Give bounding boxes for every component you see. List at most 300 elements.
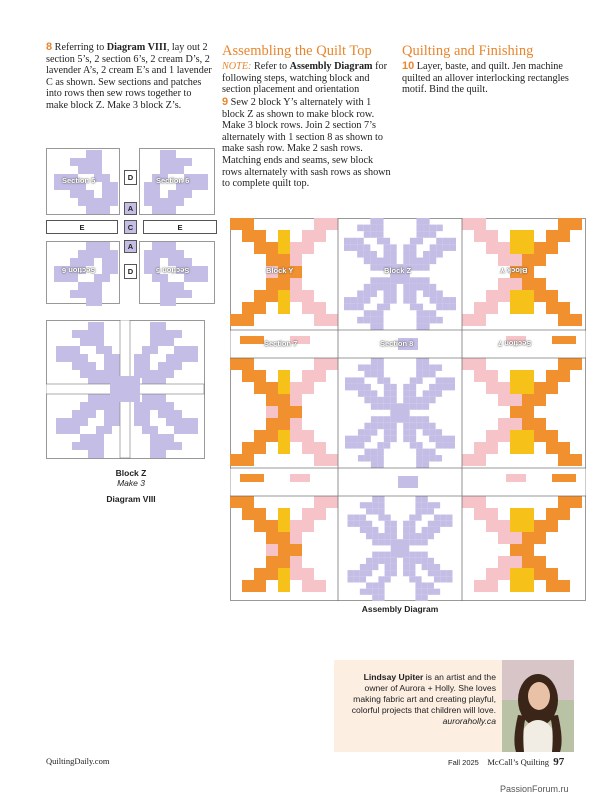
block-z-q4-patch xyxy=(134,410,142,418)
block-z-2-patch xyxy=(391,521,397,527)
section-5-patch xyxy=(94,166,102,174)
block-z-1-patch xyxy=(410,442,416,448)
block-z-1-patch xyxy=(410,377,416,383)
block-y-right-0-patch xyxy=(510,230,522,242)
block-z-q2-patch xyxy=(158,370,166,378)
block-z-1-patch xyxy=(436,364,442,370)
section-6-patch xyxy=(168,198,176,206)
block-z-2-patch xyxy=(378,502,384,508)
block-z-2-patch xyxy=(348,576,354,582)
block-z-q4-patch xyxy=(134,402,142,410)
block-z-2-patch xyxy=(366,589,372,595)
block-y-left-1-patch xyxy=(266,382,278,394)
block-z-2-patch xyxy=(391,533,397,539)
section-5-patch xyxy=(54,182,62,190)
block-y-right-0-patch xyxy=(534,254,546,266)
block-z-q1-patch xyxy=(88,330,96,338)
block-y-right-2-patch xyxy=(486,508,498,520)
block-y-right-1-patch xyxy=(570,358,582,370)
block-y-left-2-patch xyxy=(314,508,326,520)
block-y-left-1-patch xyxy=(278,442,290,454)
block-z-1-patch xyxy=(442,384,448,390)
block-z-q3-patch xyxy=(72,410,80,418)
section-6-patch xyxy=(168,166,176,174)
patch-e-left: E xyxy=(46,220,118,234)
block-z-0-patch xyxy=(436,225,443,232)
block-z-0-patch xyxy=(364,297,371,304)
block-z-q1-patch xyxy=(64,346,72,354)
block-z-0-patch xyxy=(423,231,430,238)
section-6-flipped-patch xyxy=(110,250,118,258)
block-z-0-patch xyxy=(384,251,391,258)
block-z-q3-patch xyxy=(96,394,104,402)
block-z-2-patch xyxy=(434,589,440,595)
block-y-right-0-patch xyxy=(474,314,486,326)
block-z-2-patch xyxy=(415,496,421,502)
block-z-q3-patch xyxy=(88,442,96,450)
magazine-name: McCall’s Quilting xyxy=(487,757,549,767)
block-z-0-patch xyxy=(377,277,384,284)
block-z-0-patch xyxy=(430,251,437,258)
block-z-0-patch xyxy=(377,323,384,330)
block-z-2-patch xyxy=(415,558,421,564)
block-z-2-patch xyxy=(385,558,391,564)
block-y-right-1-patch xyxy=(522,430,534,442)
bio-name: Lindsay Upiter xyxy=(363,672,424,682)
block-z-0-patch xyxy=(344,297,351,304)
block-z-0-patch xyxy=(364,231,371,238)
section-6-patch xyxy=(160,150,168,158)
section-5-label: Section 5 xyxy=(62,176,96,185)
block-y-left-0-patch xyxy=(242,218,254,230)
section-6-patch xyxy=(152,198,160,206)
block-z-caption: Block Z xyxy=(115,468,147,478)
block-y-left-2-patch xyxy=(254,580,266,592)
block-z-q2-patch xyxy=(158,322,166,330)
block-z-q3-patch xyxy=(72,418,80,426)
block-z-2-patch xyxy=(366,508,372,514)
block-z-0-patch xyxy=(436,297,443,304)
block-y-right-1-patch xyxy=(570,454,582,466)
block-y-right-1-patch xyxy=(546,442,558,454)
block-z-1-patch xyxy=(416,403,422,409)
block-z-q3-patch xyxy=(88,394,96,402)
block-z-1-patch xyxy=(371,455,377,461)
block-z-0-patch xyxy=(416,317,423,324)
block-y-right-2-patch xyxy=(522,520,534,532)
block-z-1-patch xyxy=(384,416,390,422)
block-z-q3-patch xyxy=(88,410,96,418)
step-10-text: Layer, baste, and quilt. Jen machine quilted an allover interlocking rectangles motif. Bind the quilt. xyxy=(402,61,569,96)
block-z-2-patch xyxy=(428,570,434,576)
section-5-flipped-patch xyxy=(184,290,192,298)
section-5-patch xyxy=(54,174,62,182)
block-z-1-patch xyxy=(423,416,429,422)
block-z-2-patch xyxy=(434,521,440,527)
block-z-2-patch xyxy=(428,558,434,564)
block-z-0-patch xyxy=(443,297,450,304)
note-label: NOTE: xyxy=(222,61,252,72)
block-z-1-patch xyxy=(364,364,370,370)
block-z-0-patch xyxy=(377,225,384,232)
block-z-q4-patch xyxy=(166,418,174,426)
block-y-right-2-patch xyxy=(558,496,570,508)
block-z-1-patch xyxy=(403,384,409,390)
step-8 xyxy=(46,42,216,112)
block-z-q4-patch xyxy=(166,442,174,450)
block-z-2-patch xyxy=(360,589,366,595)
block-z-0-patch xyxy=(357,304,364,311)
block-z-0-patch xyxy=(351,304,358,311)
block-y-right-0-patch xyxy=(462,314,474,326)
section-5-flipped-patch xyxy=(176,290,184,298)
block-y-left-0-patch xyxy=(266,278,278,290)
block-y-left-1-patch xyxy=(290,430,302,442)
block-z-q1-patch xyxy=(72,330,80,338)
block-y-left-0-patch xyxy=(254,242,266,254)
block-z-2-patch xyxy=(378,576,384,582)
block-z-2-patch xyxy=(415,502,421,508)
block-z-2-patch xyxy=(446,521,452,527)
block-y-left-0-patch xyxy=(266,242,278,254)
section-6-flipped-patch xyxy=(70,274,78,282)
block-y-right-1-patch xyxy=(558,442,570,454)
block-z-2-patch xyxy=(415,576,421,582)
block-z-0-patch xyxy=(364,225,371,232)
section-5-patch xyxy=(102,190,110,198)
block-z-2-patch xyxy=(366,570,372,576)
block-y-left-0-patch xyxy=(302,230,314,242)
block-y-right-0-patch xyxy=(558,302,570,314)
sash-1-pink-r xyxy=(506,474,526,482)
block-z-0-patch xyxy=(416,284,423,291)
block-z-2-patch xyxy=(360,502,366,508)
block-z-2-patch xyxy=(366,521,372,527)
block-z-q1-patch xyxy=(112,362,120,370)
section-6-flipped-patch xyxy=(102,250,110,258)
block-z-2-patch xyxy=(409,539,415,545)
block-z-0-patch xyxy=(351,297,358,304)
block-z-q1-patch xyxy=(80,362,88,370)
block-y-right-2-patch xyxy=(534,532,546,544)
block-y-left-1-patch xyxy=(242,370,254,382)
block-z-1-patch xyxy=(358,377,364,383)
block-z-2-patch xyxy=(409,576,415,582)
block-y-left-2-patch xyxy=(266,532,278,544)
block-y-right-0-patch xyxy=(510,290,522,302)
block-y-right-0-patch xyxy=(522,302,534,314)
block-y-right-2-patch xyxy=(510,580,522,592)
block-z-1-patch xyxy=(371,364,377,370)
block-z-2-patch xyxy=(403,533,409,539)
section-5-patch xyxy=(86,166,94,174)
block-z-q4-patch xyxy=(166,402,174,410)
block-z-1-patch xyxy=(384,390,390,396)
block-z-q2-patch xyxy=(158,362,166,370)
block-y-right-1-patch xyxy=(522,442,534,454)
block-z-1-patch xyxy=(423,371,429,377)
block-y-left-1-patch xyxy=(242,358,254,370)
block-z-2-patch xyxy=(360,515,366,521)
make-3-caption: Make 3 xyxy=(117,478,145,488)
block-z-1-patch xyxy=(358,442,364,448)
block-z-0-patch xyxy=(377,284,384,291)
block-z-0-patch xyxy=(344,304,351,311)
block-y-right-2-patch xyxy=(558,508,570,520)
block-y-left-0-patch xyxy=(230,218,242,230)
block-z-2-patch xyxy=(422,552,428,558)
section-6-patch xyxy=(200,182,208,190)
block-z-2-patch xyxy=(440,515,446,521)
block-z-2-patch xyxy=(422,539,428,545)
block-y-left-1-patch xyxy=(242,454,254,466)
block-z-q3-patch xyxy=(112,418,120,426)
block-z-2-patch xyxy=(366,527,372,533)
section-5-flipped-patch xyxy=(168,250,176,258)
block-z-0-patch xyxy=(390,258,397,265)
block-z-0-patch xyxy=(423,323,430,330)
block-y-left-1-patch xyxy=(314,442,326,454)
block-z-2-patch xyxy=(378,582,384,588)
block-z-2-patch xyxy=(385,552,391,558)
block-z-1-patch xyxy=(390,423,396,429)
section-6-patch xyxy=(152,206,160,214)
block-z-2-patch xyxy=(434,576,440,582)
block-z-1-patch xyxy=(358,364,364,370)
block-z-2-patch xyxy=(360,564,366,570)
block-z-0-patch xyxy=(370,277,377,284)
block-z-q1-patch xyxy=(96,330,104,338)
block-z-0-patch xyxy=(416,231,423,238)
block-z-q2-patch xyxy=(150,322,158,330)
section-6-flipped-patch xyxy=(110,258,118,266)
block-z-1-patch xyxy=(364,397,370,403)
block-y-right-1-patch xyxy=(510,406,522,418)
block-z-2-patch xyxy=(434,502,440,508)
block-z-q4-patch xyxy=(142,426,150,434)
block-y-right-0-patch xyxy=(474,230,486,242)
block-y-right-0-patch xyxy=(546,242,558,254)
block-z-q4-patch xyxy=(150,426,158,434)
block-z-1-patch xyxy=(410,397,416,403)
block-z-0-patch xyxy=(403,290,410,297)
block-y-right-0-patch xyxy=(486,302,498,314)
block-z-2-patch xyxy=(415,595,421,601)
block-z-2-patch xyxy=(415,515,421,521)
block-z-2-patch xyxy=(372,552,378,558)
block-z-2-patch xyxy=(348,570,354,576)
block-z-0-patch xyxy=(390,290,397,297)
section-6-patch xyxy=(160,198,168,206)
block-z-2-patch xyxy=(372,582,378,588)
block-z-2-patch xyxy=(446,515,452,521)
block-y-right-2-patch xyxy=(510,532,522,544)
block-z-0-patch xyxy=(377,258,384,265)
section-6-flipped-patch xyxy=(110,266,118,274)
block-z-1-patch xyxy=(403,390,409,396)
block-z-1-patch xyxy=(384,429,390,435)
block-y-right-2-patch xyxy=(486,520,498,532)
section-6-patch xyxy=(192,174,200,182)
block-y-left-1-patch xyxy=(278,418,290,430)
block-z-2-patch xyxy=(391,570,397,576)
block-z-0-patch xyxy=(390,284,397,291)
assembly-note xyxy=(222,61,394,96)
block-z-2-patch xyxy=(366,502,372,508)
block-z-q2-patch xyxy=(174,330,182,338)
block-y-left-2-patch xyxy=(242,496,254,508)
block-z-q2-patch xyxy=(134,362,142,370)
block-z-1-patch xyxy=(371,371,377,377)
block-z-0-patch xyxy=(351,244,358,251)
block-y-left-2-patch xyxy=(266,520,278,532)
block-y-left-2-patch xyxy=(302,520,314,532)
block-z-2-patch xyxy=(372,508,378,514)
block-y-right-0-patch xyxy=(522,278,534,290)
block-z-2-patch xyxy=(366,564,372,570)
block-z-2-patch xyxy=(428,502,434,508)
block-y-label-flipped: Block Y xyxy=(500,266,528,275)
block-y-right-0-patch xyxy=(522,290,534,302)
block-z-q4-patch xyxy=(158,450,166,458)
block-y-left-1-patch xyxy=(254,430,266,442)
block-y-right-0-patch xyxy=(522,254,534,266)
block-y-left-2-patch xyxy=(254,508,266,520)
block-y-left-1-patch xyxy=(278,382,290,394)
block-z-0-patch xyxy=(416,277,423,284)
block-z-0-patch xyxy=(430,297,437,304)
step-8-ref: Diagram VIII xyxy=(106,42,167,53)
block-z-1-patch xyxy=(358,390,364,396)
block-z-2-patch xyxy=(422,533,428,539)
block-z-q2-patch xyxy=(174,346,182,354)
section-6-flipped-patch xyxy=(78,250,86,258)
section-5-flipped-patch xyxy=(152,258,160,266)
block-y-right-1-patch xyxy=(510,442,522,454)
block-y-left-2-patch xyxy=(278,544,290,556)
block-y-right-1-patch xyxy=(522,394,534,406)
block-z-2-patch xyxy=(434,570,440,576)
section-8-label: Section 8 xyxy=(380,339,414,348)
patch-d-top: D xyxy=(124,170,137,185)
block-z-q4-patch xyxy=(174,426,182,434)
block-y-left-1-patch xyxy=(302,430,314,442)
section-5-patch xyxy=(86,150,94,158)
block-y-right-2-patch xyxy=(510,508,522,520)
block-y-left-1-patch xyxy=(314,454,326,466)
block-y-left-0-patch xyxy=(302,242,314,254)
block-y-right-2-patch xyxy=(498,568,510,580)
block-z-0-patch xyxy=(357,225,364,232)
block-z-1-patch xyxy=(384,397,390,403)
block-y-left-1-patch xyxy=(278,430,290,442)
footer-issue xyxy=(448,756,564,768)
block-z-2-patch xyxy=(360,521,366,527)
block-y-right-1-patch xyxy=(498,394,510,406)
block-z-1-patch xyxy=(377,449,383,455)
block-z-0-patch xyxy=(364,284,371,291)
patch-d-bottom: D xyxy=(124,264,137,279)
block-z-q2-patch xyxy=(182,354,190,362)
block-z-0-patch xyxy=(403,258,410,265)
block-z-2-patch xyxy=(366,558,372,564)
section-6-flipped-patch xyxy=(62,274,70,282)
section-5-flipped-patch xyxy=(144,250,152,258)
block-z-1-patch xyxy=(384,377,390,383)
block-z-0-patch xyxy=(384,290,391,297)
block-z-2-patch xyxy=(372,558,378,564)
block-z-2-patch xyxy=(378,589,384,595)
block-z-2-patch xyxy=(434,515,440,521)
block-y-right-0-patch xyxy=(558,218,570,230)
section-7-label: Section 7 xyxy=(264,339,298,348)
block-z-0-patch xyxy=(410,284,417,291)
section-6-flipped-patch xyxy=(102,266,110,274)
block-z-1-patch xyxy=(416,377,422,383)
section-6-patch xyxy=(160,158,168,166)
block-z-2-patch xyxy=(415,533,421,539)
block-y-right-0-patch xyxy=(510,254,522,266)
block-y-right-1-patch xyxy=(510,418,522,430)
block-y-left-0-patch xyxy=(254,302,266,314)
step-9 xyxy=(222,97,394,190)
block-y-left-1-patch xyxy=(326,358,338,370)
block-y-right-2-patch xyxy=(534,568,546,580)
block-z-1-patch xyxy=(403,423,409,429)
block-z-q2-patch xyxy=(142,370,150,378)
block-z-2-patch xyxy=(403,570,409,576)
block-z-2-patch xyxy=(378,552,384,558)
block-y-right-0-patch xyxy=(558,230,570,242)
block-y-right-1-patch xyxy=(522,370,534,382)
block-z-1-patch xyxy=(384,442,390,448)
block-z-1-patch xyxy=(436,384,442,390)
block-z-q3-patch xyxy=(88,402,96,410)
block-y-right-1-patch xyxy=(486,430,498,442)
patch-c: C xyxy=(124,220,137,234)
block-z-q2-patch xyxy=(182,346,190,354)
section-5-patch xyxy=(78,190,86,198)
bio-website[interactable]: auroraholly.ca xyxy=(442,716,496,726)
block-z-q1-patch xyxy=(80,354,88,362)
block-z-q2-patch xyxy=(190,346,198,354)
block-z-2-patch xyxy=(422,502,428,508)
block-y-left-1-patch xyxy=(254,370,266,382)
block-y-right-1-patch xyxy=(486,442,498,454)
block-z-q4-patch xyxy=(166,410,174,418)
block-z-0-patch xyxy=(370,251,377,258)
section-5-flipped-patch xyxy=(200,266,208,274)
block-z-1-patch xyxy=(423,397,429,403)
block-y-left-1-patch xyxy=(326,454,338,466)
diagram-viii xyxy=(46,148,216,308)
section-5-flipped-patch xyxy=(160,250,168,258)
section-6-patch xyxy=(152,190,160,198)
block-z-0-patch xyxy=(390,244,397,251)
block-z-q2-patch xyxy=(134,354,142,362)
block-z-2-patch xyxy=(403,564,409,570)
section-6-patch xyxy=(176,190,184,198)
sash-0-orange-r xyxy=(552,336,576,344)
block-z-0-patch xyxy=(377,218,384,225)
block-z-0-patch xyxy=(449,244,456,251)
block-z-0-patch xyxy=(357,290,364,297)
block-z-0-patch xyxy=(384,297,391,304)
block-y-left-2-patch xyxy=(242,580,254,592)
block-z-1-patch xyxy=(358,455,364,461)
block-y-right-0-patch xyxy=(522,230,534,242)
block-z-q2-patch xyxy=(150,346,158,354)
